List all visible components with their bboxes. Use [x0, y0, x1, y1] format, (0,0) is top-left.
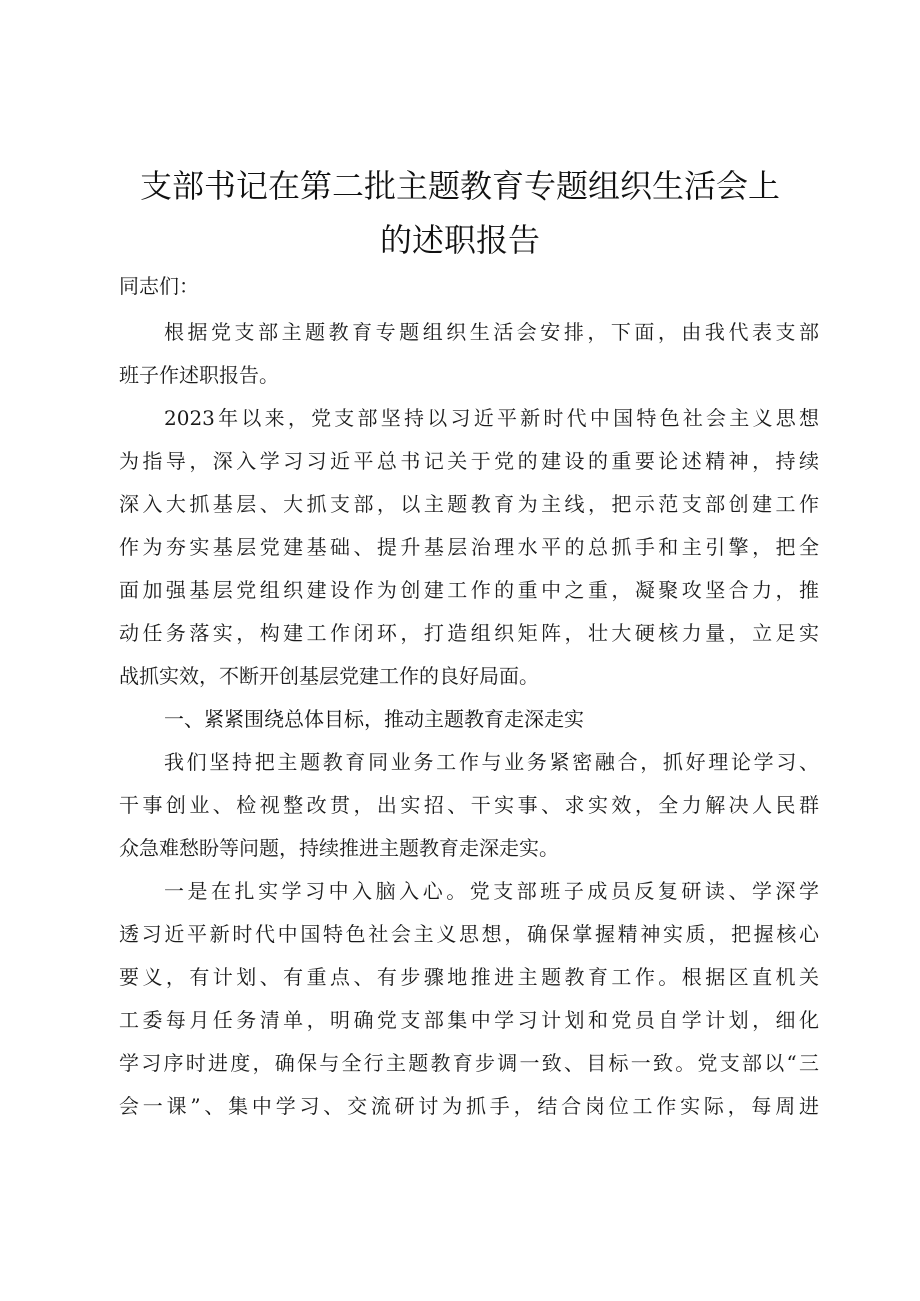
paragraph-4-line-6: 会一课”、集中学习、交流研讨为抓手，结合岗位工作实际，每周进	[119, 1094, 819, 1118]
paragraph-4-line-1: 一是在扎实学习中入脑入心。党支部班子成员反复研读、学深学	[164, 879, 819, 903]
document-title-line-2: 的述职报告	[379, 221, 540, 259]
salutation: 同志们：	[119, 274, 199, 298]
document-title-line-1: 支部书记在第二批主题教育专题组织生活会上	[139, 167, 780, 205]
paragraph-2-line-5: 面加强基层党组织建设作为创建工作的重中之重，凝聚攻坚合力，推	[119, 578, 819, 602]
paragraph-3-line-2: 干事创业、检视整改贯，出实招、干实事、求实效，全力解决人民群	[119, 793, 819, 817]
paragraph-3-line-1: 我们坚持把主题教育同业务工作与业务紧密融合，抓好理论学习、	[164, 750, 819, 774]
paragraph-2-line-7: 战抓实效，不断开创基层党建工作的良好局面。	[119, 664, 539, 688]
paragraph-2-line-1: 2023年以来，党支部坚持以习近平新时代中国特色社会主义思想	[164, 406, 819, 430]
paragraph-4-line-5: 学习序时进度，确保与全行主题教育步调一致、目标一致。党支部以“三	[119, 1051, 819, 1075]
paragraph-3-line-3: 众急难愁盼等问题，持续推进主题教育走深走实。	[119, 836, 559, 860]
paragraph-2-line-2: 为指导，深入学习习近平总书记关于党的建设的重要论述精神，持续	[119, 449, 819, 473]
paragraph-2-line-6: 动任务落实，构建工作闭环，打造组织矩阵，壮大硬核力量，立足实	[119, 621, 819, 645]
paragraph-2-line-4: 作为夯实基层党建基础、提升基层治理水平的总抓手和主引擎，把全	[119, 535, 819, 559]
paragraph-4-line-2: 透习近平新时代中国特色社会主义思想，确保掌握精神实质，把握核心	[119, 922, 819, 946]
paragraph-1-line-2: 班子作述职报告。	[119, 363, 279, 387]
paragraph-4-line-3: 要义，有计划、有重点、有步骤地推进主题教育工作。根据区直机关	[119, 965, 819, 989]
section-heading: 一、紧紧围绕总体目标，推动主题教育走深走实	[164, 707, 584, 731]
paragraph-4-line-4: 工委每月任务清单，明确党支部集中学习计划和党员自学计划，细化	[119, 1008, 819, 1032]
paragraph-2-line-3: 深入大抓基层、大抓支部，以主题教育为主线，把示范支部创建工作	[119, 492, 819, 516]
paragraph-1-line-1: 根据党支部主题教育专题组织生活会安排，下面，由我代表支部	[164, 320, 819, 344]
